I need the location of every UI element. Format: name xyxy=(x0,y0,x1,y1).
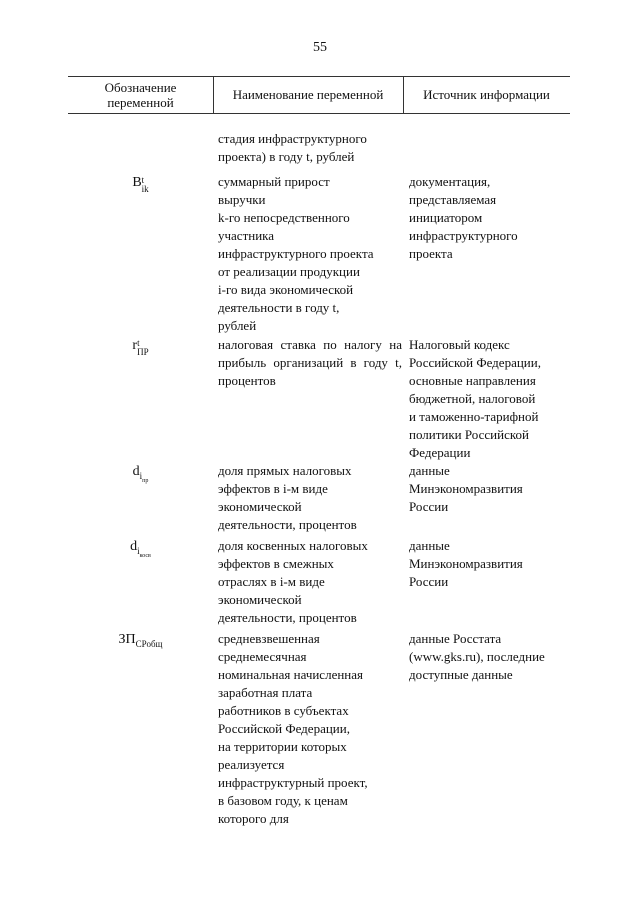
symbol-sub: СРобщ xyxy=(135,638,163,649)
table-row-3-symbol xyxy=(68,463,213,484)
symbol-sup: t xyxy=(137,338,140,348)
table-row-0-name: стадия инфраструктурного проекта) в году t, рублей xyxy=(218,131,367,164)
symbol-subsub: пр xyxy=(142,477,149,484)
table-row-4-source: данные Минэкономразвития России xyxy=(409,538,523,589)
table-header-rule xyxy=(68,113,570,114)
header-name: Наименование переменной xyxy=(232,87,384,102)
table-row-1-source: документация, представляемая инициатором инфраструктурного проекта xyxy=(409,174,518,261)
symbol-sub: i xyxy=(137,545,140,556)
table-row-5-name: средневзвешенная среднемесячная номинальная начисленная заработная плата работников в субъектах Российской Федерации, на территории которых реализуется инфраструктурный проект, в базовом году, к ценам которого для xyxy=(218,631,368,826)
table-row-3-name: доля прямых налоговых эффектов в i-м виде экономической деятельности, процентов xyxy=(218,463,357,532)
header-symbol-line2: переменной xyxy=(107,94,174,110)
table-row-2-name: налоговая ставка по налогу на прибыль организаций в году t, процентов xyxy=(218,337,402,388)
header-symbol-line1: Обозначение xyxy=(104,79,177,95)
symbol-base: ЗП xyxy=(118,632,136,647)
symbol-base: r xyxy=(132,338,138,353)
symbol-base: d xyxy=(132,464,140,479)
symbol-sub: i xyxy=(139,470,143,481)
table-row-4-name: доля косвенных налоговых эффектов в смежных отраслях в i-м виде экономической деятельности, процентов xyxy=(218,538,368,625)
table-row-1-symbol xyxy=(68,174,213,194)
symbol-sup: t xyxy=(141,175,145,185)
table-row-5-symbol xyxy=(68,631,213,649)
table-row-1-name: суммарный прирост выручки k-го непосредственного участника инфраструктурного проекта от реализации продукции i-го вида экономической деятельности в году t, рублей xyxy=(218,174,374,333)
table-row-4-symbol xyxy=(68,538,213,559)
header-symbol xyxy=(68,76,213,113)
table-row-2-symbol xyxy=(68,337,213,357)
symbol-subsub: косв xyxy=(139,552,151,559)
header-source: Источник информации xyxy=(423,87,550,102)
table-row-5-source: данные Росстата (www.gks.ru), последние доступные данные xyxy=(409,631,545,682)
symbol-base: B xyxy=(132,175,142,190)
table-row-2-source: Налоговый кодекс Российской Федерации, основные направления бюджетной, налоговой и таможенно-тарифной политики Российской Федерации xyxy=(409,337,541,460)
table-row-3-source: данные Минэкономразвития России xyxy=(409,463,523,514)
symbol-sub: ik xyxy=(141,184,149,194)
symbol-sub: ПР xyxy=(137,347,149,357)
symbol-base: d xyxy=(130,539,138,554)
page-number: 55 xyxy=(313,40,327,55)
